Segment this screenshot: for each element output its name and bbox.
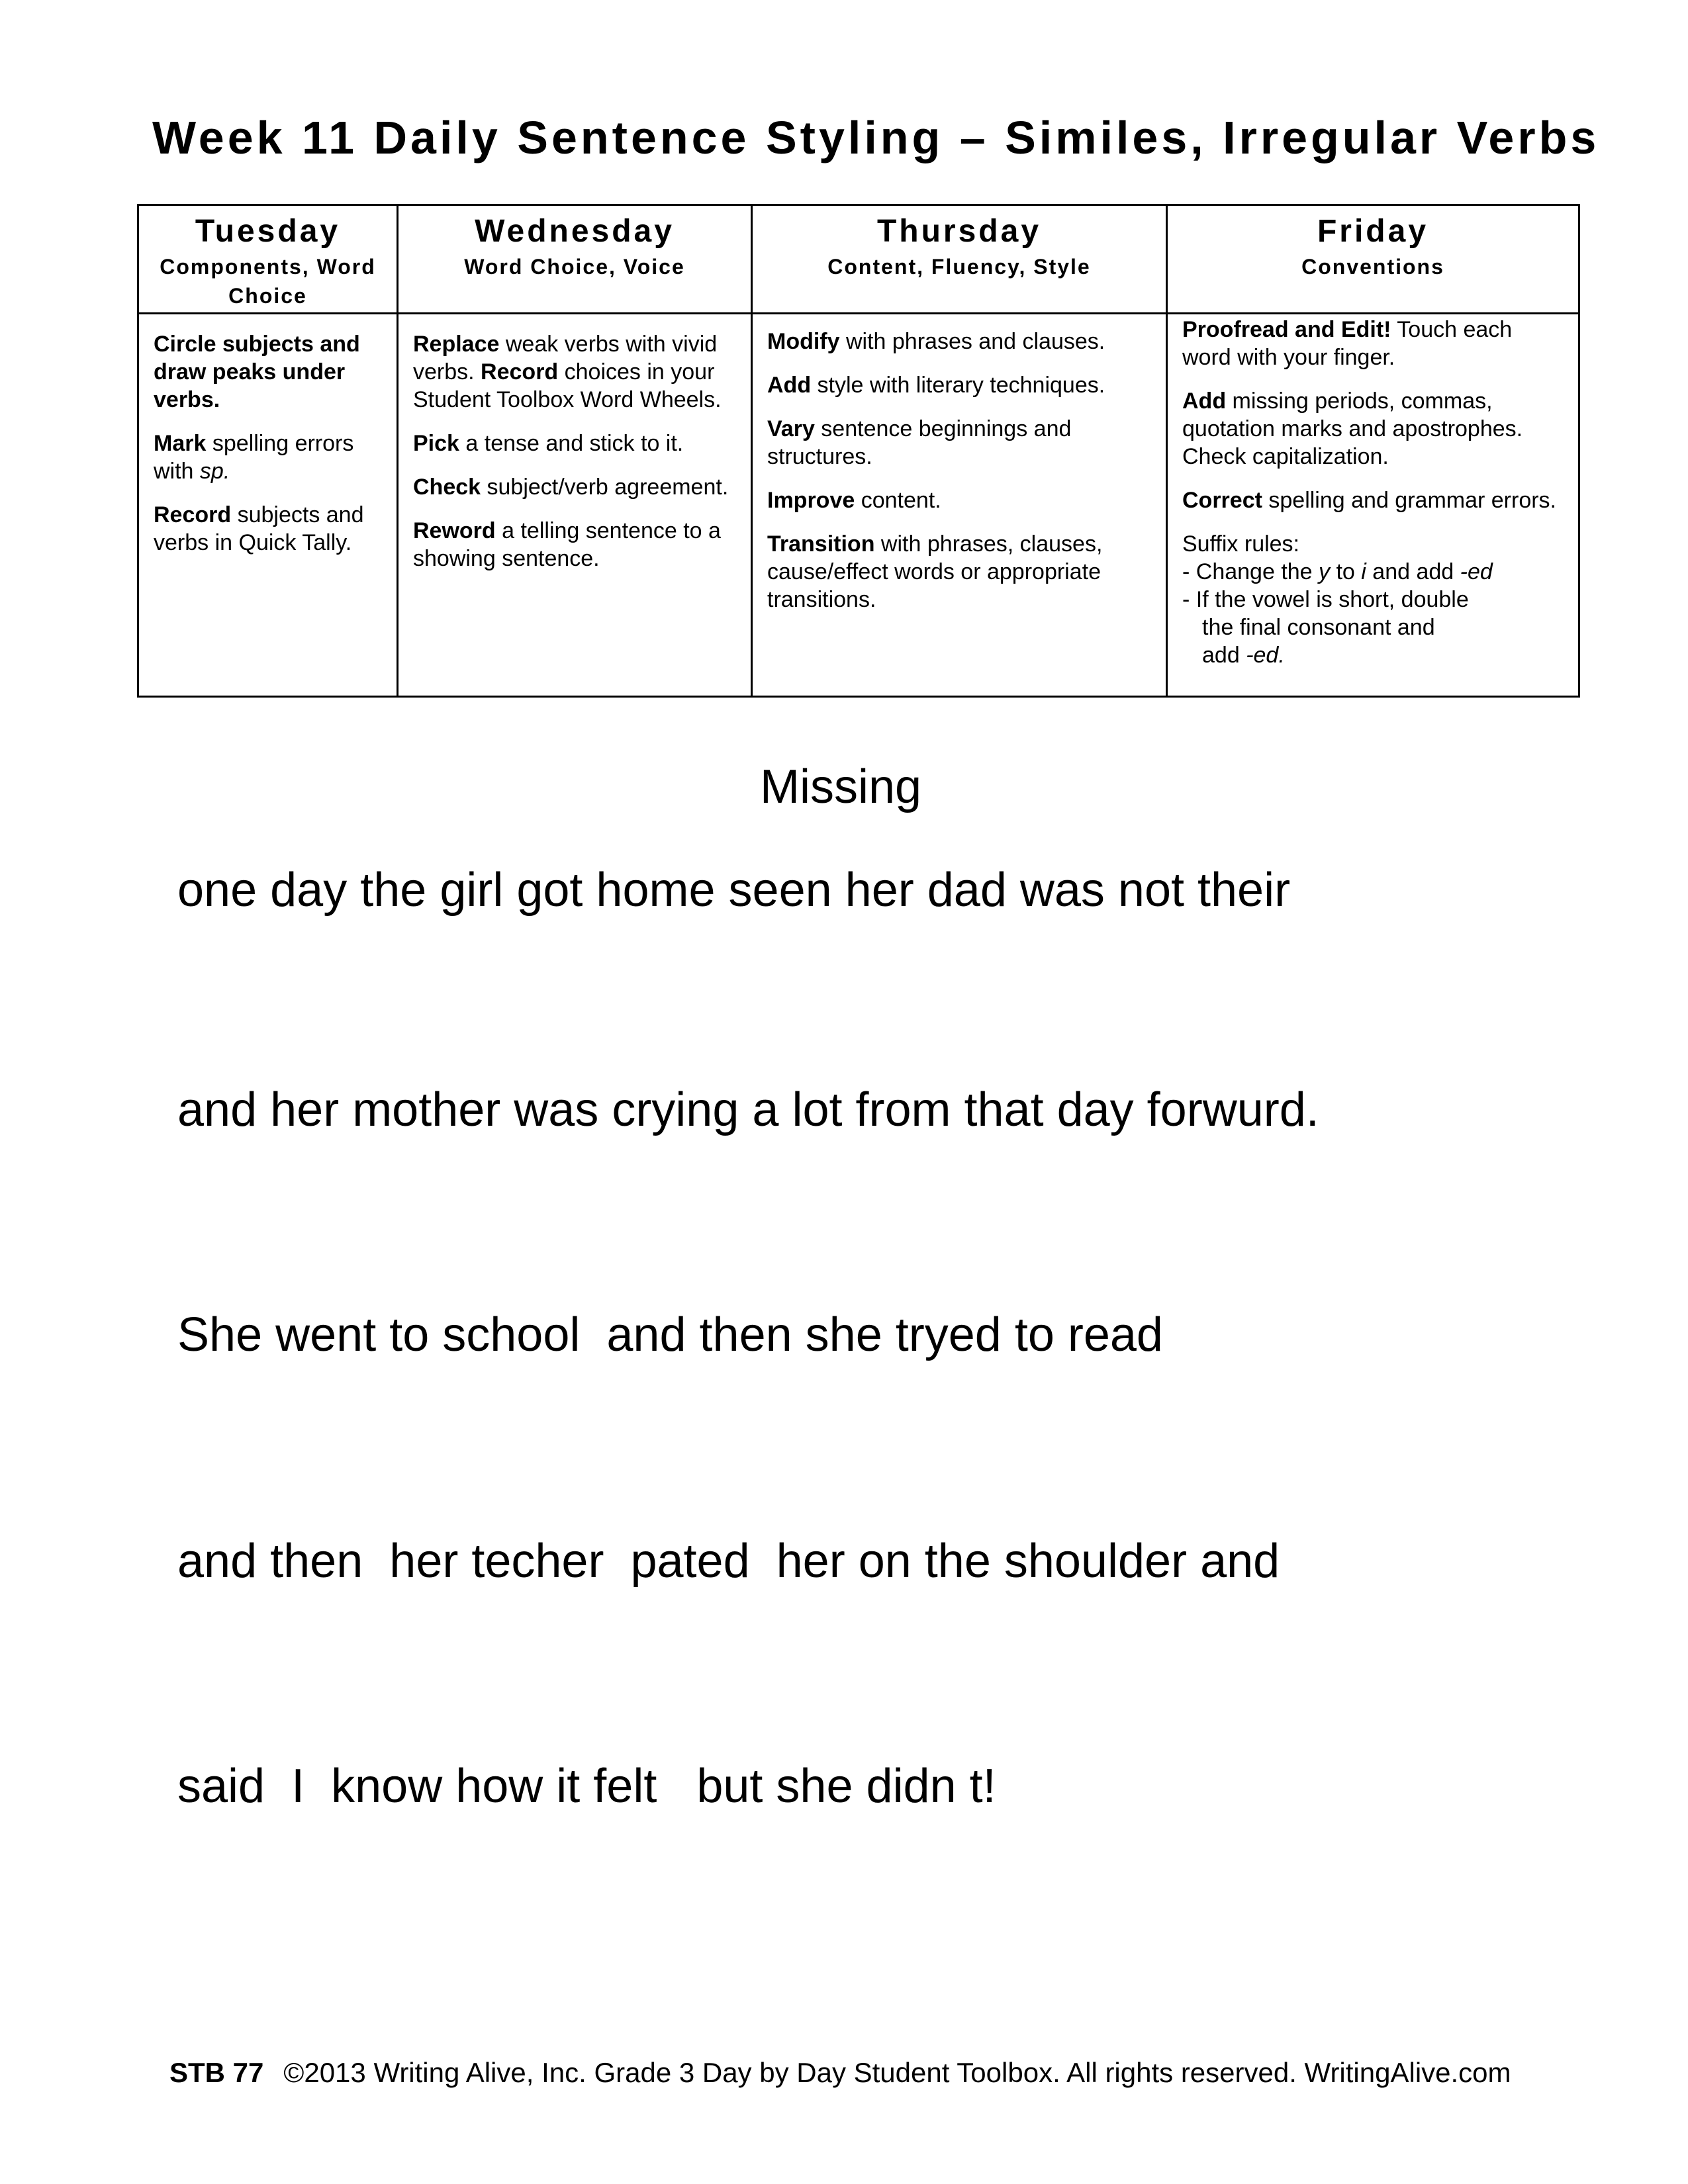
friday-entry-add: Add missing periods, commas, quotation marks and apostrophes. Check capitalization. [1182,388,1523,469]
tuesday-focus: Components, Word Choice [160,254,376,308]
friday-entry-correct: Correct spelling and grammar errors. [1182,488,1556,513]
story-line: said I know how it felt but she didn t! [177,1760,996,1813]
thursday-entry-improve: Improve content. [767,488,941,513]
suffix-rule-add-ed: add -ed. [1202,643,1285,668]
tuesday-entry-record: Record subjects and verbs in Quick Tally. [154,502,364,555]
wednesday-entry-check: Check subject/verb agreement. [413,475,729,500]
suffix-rules-title: Suffix rules: [1182,531,1300,557]
page-footer [169,2057,1511,2089]
thursday-entry-modify: Modify with phrases and clauses. [767,329,1105,354]
wednesday-entry-replace: Replace weak verbs with vivid verbs. Record choices in your Student Toolbox Word Wheels. [413,332,722,412]
story-title: Missing [760,760,922,813]
friday-entry-proofread: Proofread and Edit! Touch each word with your finger. [1182,317,1513,370]
footer-copyright: ©2013 Writing Alive, Inc. Grade 3 Day by Day Student Toolbox. All rights reserved. WritingAlive.com [283,2057,1511,2088]
friday-day: Friday [1317,214,1429,249]
wednesday-header [399,206,751,314]
tuesday-column [139,206,397,696]
thursday-header [753,206,1166,314]
friday-column [1166,206,1578,696]
story-line: and her mother was crying a lot from that day forwurd. [177,1083,1319,1136]
thursday-entry-add: Add style with literary techniques. [767,373,1105,398]
wednesday-column [397,206,751,696]
suffix-rule-double-consonant-cont: the final consonant and [1202,615,1435,640]
thursday-entry-vary: Vary sentence beginnings and structures. [767,416,1072,469]
tuesday-entry-circle: Circle subjects and draw peaks under verbs. [154,332,360,412]
page-title: Week 11 Daily Sentence Styling – Similes, Irregular Verbs [152,112,1600,163]
tuesday-body [139,314,397,557]
tuesday-entry-mark: Mark spelling errors with sp. [154,431,354,484]
wednesday-focus: Word Choice, Voice [464,254,685,279]
wednesday-body [399,314,751,572]
wednesday-entry-pick: Pick a tense and stick to it. [413,431,684,456]
wednesday-day: Wednesday [475,214,675,249]
friday-body [1168,314,1578,669]
friday-focus: Conventions [1301,254,1444,279]
tuesday-day: Tuesday [195,214,341,249]
thursday-body [753,314,1166,614]
weekly-styling-table [137,204,1580,698]
footer-page-code: STB 77 [169,2057,264,2088]
suffix-rule-y-to-i: - Change the y to i and add -ed [1182,559,1493,584]
suffix-rule-double-consonant: - If the vowel is short, double [1182,587,1469,612]
story-line: She went to school and then she tryed to read [177,1308,1163,1361]
thursday-day: Thursday [876,214,1042,249]
thursday-entry-transition: Transition with phrases, clauses, cause/effect words or appropriate transitions. [767,531,1103,612]
story-line: and then her techer pated her on the shoulder and [177,1535,1280,1588]
wednesday-entry-reword: Reword a telling sentence to a showing sentence. [413,518,721,571]
story-line: one day the girl got home seen her dad was not their [177,864,1291,917]
friday-header [1168,206,1578,314]
tuesday-header [139,206,397,314]
thursday-focus: Content, Fluency, Style [827,254,1091,279]
thursday-column [751,206,1166,696]
